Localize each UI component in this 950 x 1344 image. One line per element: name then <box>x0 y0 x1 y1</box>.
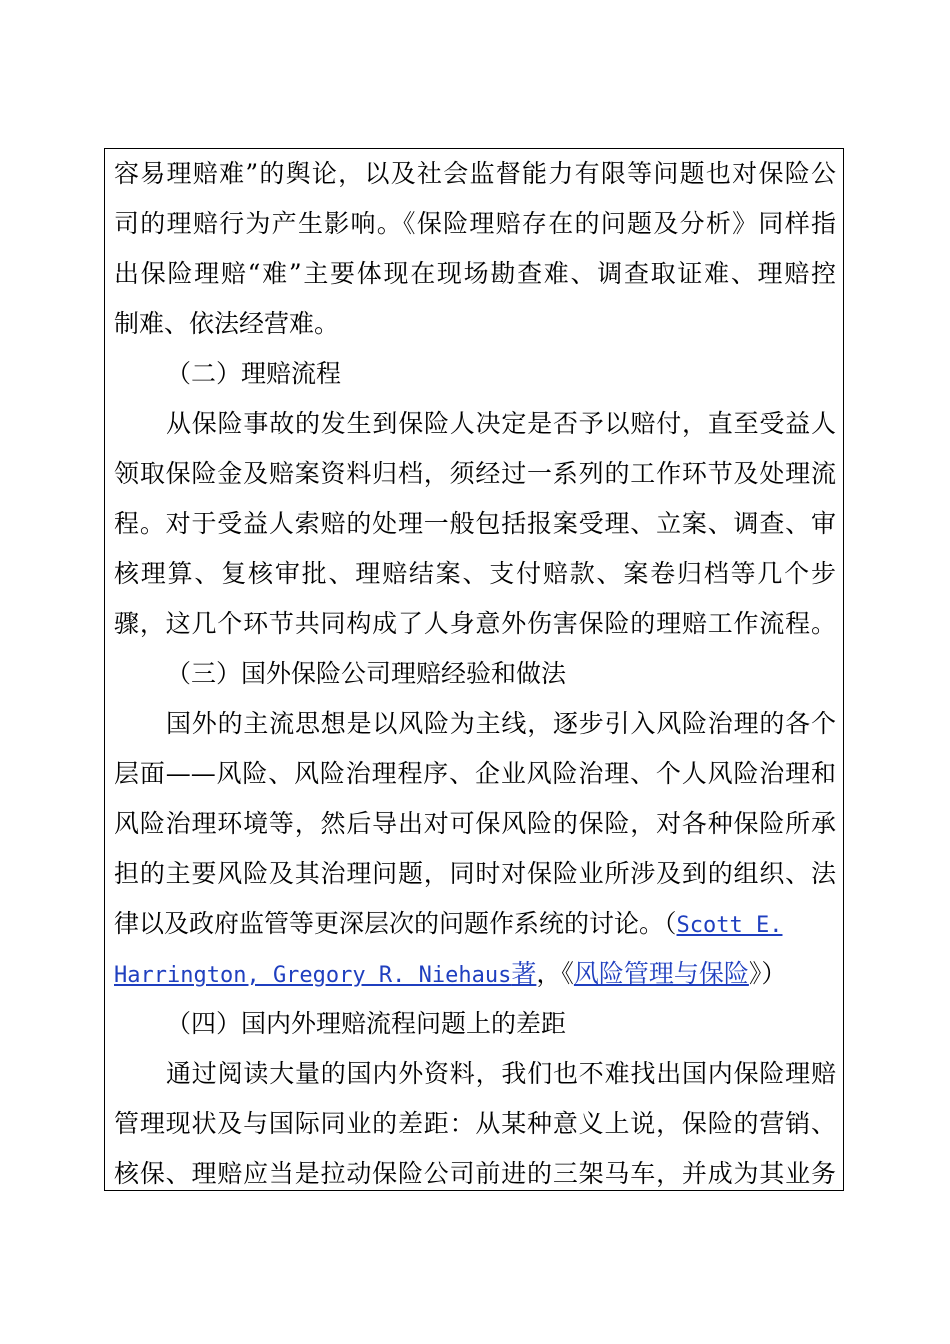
paragraph-2-line-3: 程。对于受益人索赔的处理一般包括报案受理、立案、调查、审 <box>114 509 836 538</box>
section-heading-4: （四）国内外理赔流程问题上的差距 <box>166 1009 567 1038</box>
section-heading-3: （三）国外保险公司理赔经验和做法 <box>166 659 567 688</box>
citation-author-link-start[interactable]: Scott E. <box>676 913 783 938</box>
citation-end: 》） <box>748 959 787 988</box>
paragraph-3-line-5-text: 律以及政府监管等更深层次的问题作系统的讨论。（ <box>114 909 677 938</box>
paragraph-1-line-1: 容易理赔难”的舆论，以及社会监督能力有限等问题也对保险公 <box>114 159 836 188</box>
paragraph-3-line-1: 国外的主流思想是以风险为主线，逐步引入风险治理的各个 <box>166 709 836 738</box>
document-frame <box>104 148 844 1191</box>
paragraph-2-line-1: 从保险事故的发生到保险人决定是否予以赔付，直至受益人 <box>166 409 836 438</box>
paragraph-3-line-6 <box>114 949 836 999</box>
section-heading-2: （二）理赔流程 <box>166 359 342 388</box>
paragraph-1-line-4: 制难、依法经营难。 <box>114 309 340 338</box>
citation-book-title-link[interactable]: 风险管理与保险 <box>573 959 749 988</box>
citation-author-link[interactable]: Harrington, Gregory R. Niehaus <box>114 963 512 988</box>
paragraph-2-line-2: 领取保险金及赔案资料归档，须经过一系列的工作环节及处理流 <box>114 459 836 488</box>
document-body <box>114 149 836 1191</box>
paragraph-4-line-2: 管理现状及与国际同业的差距：从某种意义上说，保险的营销、 <box>114 1109 836 1138</box>
citation-separator: ，《 <box>536 959 574 988</box>
paragraph-3-line-5 <box>114 899 836 949</box>
paragraph-2-line-5: 骤，这几个环节共同构成了人身意外伤害保险的理赔工作流程。 <box>114 609 836 638</box>
paragraph-3-line-4: 担的主要风险及其治理问题，同时对保险业所涉及到的组织、法 <box>114 859 836 888</box>
paragraph-3-line-3: 风险治理环境等，然后导出对可保风险的保险，对各种保险所承 <box>114 809 836 838</box>
citation-author-suffix-link[interactable]: 著 <box>511 959 537 988</box>
paragraph-4-line-3: 核保、理赔应当是拉动保险公司前进的三架马车，并成为其业务 <box>114 1159 836 1188</box>
paragraph-4-line-1: 通过阅读大量的国内外资料，我们也不难找出国内保险理赔 <box>166 1059 836 1088</box>
paragraph-1-line-2: 司的理赔行为产生影响。《保险理赔存在的问题及分析》同样指 <box>114 209 836 238</box>
paragraph-1-line-3: 出保险理赔“难”主要体现在现场勘查难、调查取证难、理赔控 <box>114 259 836 288</box>
paragraph-3-line-2: 层面——风险、风险治理程序、企业风险治理、个人风险治理和 <box>114 759 836 788</box>
paragraph-2-line-4: 核理算、复核审批、理赔结案、支付赔款、案卷归档等几个步 <box>114 559 836 588</box>
